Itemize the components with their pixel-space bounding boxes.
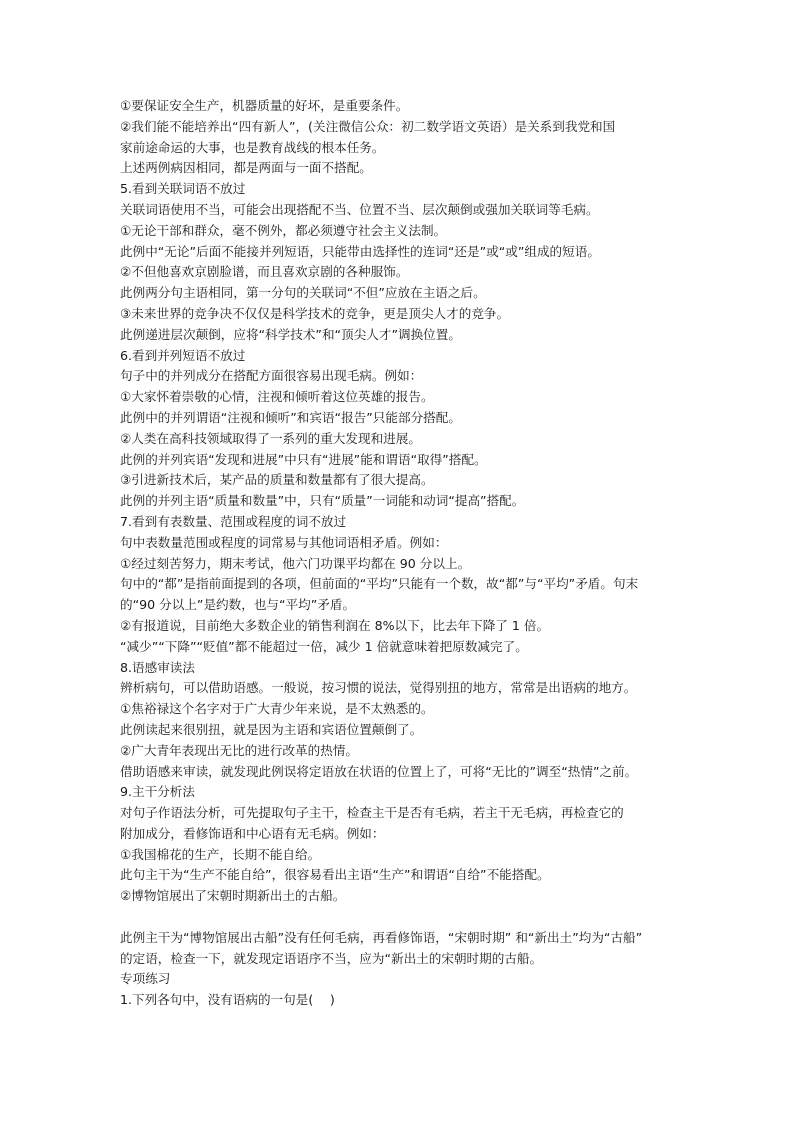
- example-sentence: ③引进新技术后，某产品的质量和数量都有了很大提高。: [120, 472, 434, 488]
- text-line: 家前途命运的大事，也是教育战线的根本任务。: [120, 139, 385, 155]
- text-line: 的定语，检查一下，就发现定语语序不当，应为“新出土的宋朝时期的古船。: [120, 950, 543, 966]
- text-line: 此例中的并列谓语“注视和倾听”和宾语“报告”只能部分搭配。: [120, 409, 461, 425]
- example-sentence: ②不但他喜欢京剧脸谱，而且喜欢京剧的各种服饰。: [120, 264, 409, 280]
- text-line: 此例主干为“博物馆展出古船”没有任何毛病，再看修饰语，“宋朝时期” 和“新出土”均为“古船”: [120, 929, 643, 945]
- section-heading: 6.看到并列短语不放过: [120, 347, 246, 363]
- example-sentence: ①经过刻苦努力，期末考试，他六门功课平均都在 90 分以上。: [120, 555, 471, 571]
- section-heading: 5.看到关联词语不放过: [120, 181, 246, 197]
- section-heading: 7.看到有表数量、范围或程度的词不放过: [120, 513, 347, 529]
- example-sentence: ①焦裕禄这个名字对于广大青少年来说，是不太熟悉的。: [120, 701, 434, 717]
- example-sentence: ①我国棉花的生产，长期不能自给。: [120, 846, 321, 862]
- text-line: 句中的“都”是指前面提到的各项，但前面的“平均”只能有一个数，故“都”与“平均”矛盾。句末: [120, 576, 639, 592]
- example-sentence: ①大家怀着崇敬的心情，注视和倾听着这位英雄的报告。: [120, 389, 434, 405]
- text-line: 此例读起来很别扭，就是因为主语和宾语位置颠倒了。: [120, 721, 423, 737]
- text-line: 此句主干为“生产不能自给”，很容易看出主语“生产”和谓语“自给”不能搭配。: [120, 867, 550, 883]
- example-sentence: ②有报道说，目前绝大多数企业的销售利润在 8%以下，比去年下降了 1 倍。: [120, 617, 550, 633]
- section-heading: 9.主干分析法: [120, 784, 195, 800]
- section-heading: 8.语感审读法: [120, 659, 195, 675]
- text-line: 句子中的并列成分在搭配方面很容易出现毛病。例如：: [120, 368, 423, 384]
- text-line: 此例的并列主语“质量和数量”中，只有“质量”一词能和动词“提高”搭配。: [120, 493, 525, 509]
- text-line: 附加成分，看修饰语和中心语有无毛病。例如：: [120, 825, 385, 841]
- text-line: 对句子作语法分析，可先提取句子主干，检查主干是否有毛病，若主干无毛病，再检查它的: [120, 805, 624, 821]
- example-sentence: ②广大青年表现出无比的进行改革的热情。: [120, 742, 358, 758]
- text-line: “减少”“下降”“贬值”都不能超过一倍，减少 1 倍就意味着把原数减完了。: [120, 638, 528, 654]
- exercise-question: 1.下列各句中，没有语病的一句是( ): [120, 992, 335, 1008]
- example-sentence: ②博物馆展出了宋朝时期新出土的古船。: [120, 888, 346, 904]
- example-sentence: ③未来世界的竞争决不仅仅是科学技术的竞争，更是顶尖人才的竞争。: [120, 305, 510, 321]
- example-sentence: ①无论干部和群众，毫不例外，都必须遵守社会主义法制。: [120, 222, 447, 238]
- text-line: 上述两例病因相同，都是两面与一面不搭配。: [120, 160, 372, 176]
- text-line: 辨析病句，可以借助语感。一般说，按习惯的说法，觉得别扭的地方，常常是出语病的地方。: [120, 680, 637, 696]
- text-line: 关联词语使用不当，可能会出现搭配不当、位置不当、层次颠倒或强加关联词等毛病。: [120, 201, 599, 217]
- text-line: 的“90 分以上”是约数，也与“平均”矛盾。: [120, 597, 356, 613]
- example-sentence: ②人类在高科技领域取得了一系列的重大发现和进展。: [120, 430, 421, 446]
- section-heading: 专项练习: [120, 971, 171, 987]
- text-line: ②我们能不能培养出“四有新人”，(关注微信公众：初二数学语文英语）是关系到我党和国: [120, 118, 616, 134]
- text-line: 此例递进层次颠倒，应将“科学技术”和“顶尖人才”调换位置。: [120, 326, 461, 342]
- text-line: 此例两分句主语相同，第一分句的关联词“不但”应放在主语之后。: [120, 285, 486, 301]
- text-line: 借助语感来审读，就发现此例误将定语放在状语的位置上了，可将“无比的”调至“热情”之前。: [120, 763, 638, 779]
- text-line: 此例的并列宾语“发现和进展”中只有“进展”能和谓语“取得”搭配。: [120, 451, 487, 467]
- document-page: [120, 96, 690, 1011]
- text-line: ①要保证安全生产，机器质量的好坏，是重要条件。: [120, 98, 409, 113]
- text-line: 句中表数量范围或程度的词常易与其他词语相矛盾。例如：: [120, 534, 448, 550]
- text-line: 此例中“无论”后面不能接并列短语，只能带由选择性的连词“还是”或“或”组成的短语。: [120, 243, 600, 259]
